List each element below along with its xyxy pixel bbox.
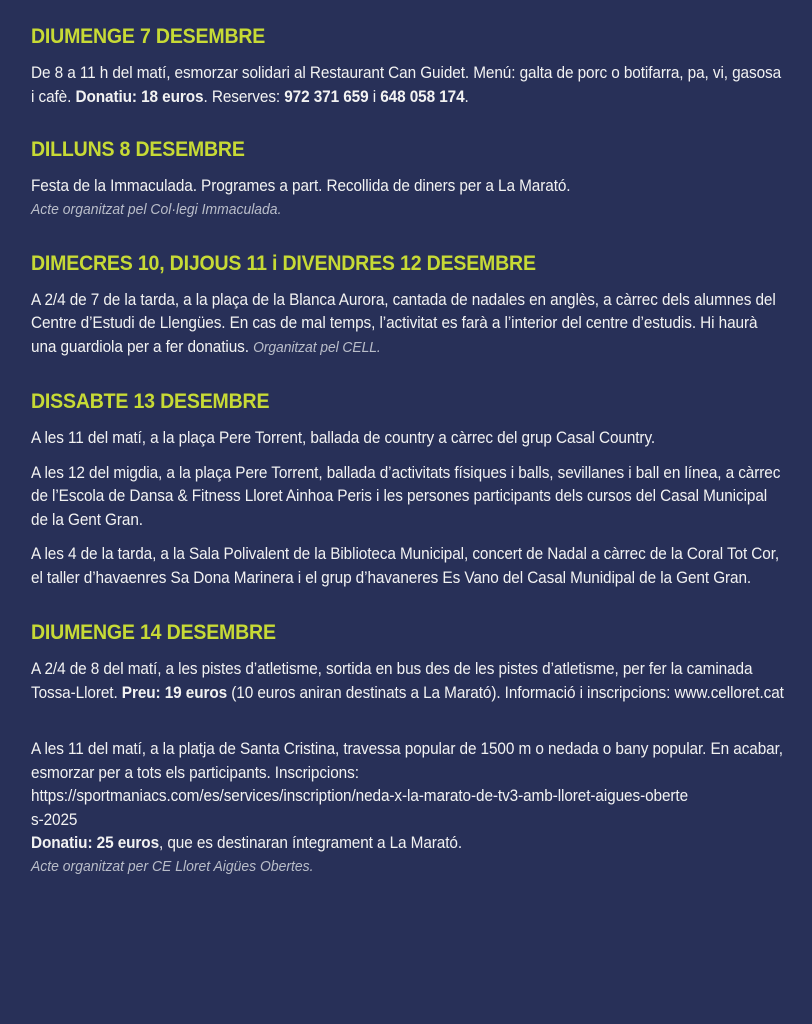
section-heading: DILLUNS 8 DESEMBRE bbox=[31, 138, 245, 161]
section-dissabte-13 bbox=[31, 389, 791, 590]
organizer-note: Organitzat pel CELL. bbox=[253, 338, 381, 356]
event-text: A 2/4 de 7 de la tarda, a la plaça de la Blanca Aurora, cantada de nadales en anglès, a càrrec dels alumnes del Centre d’Estudi de Llengües. En cas de mal temps, l’activitat es farà a l’interior del centre d’estudis. Hi haurà una guardiola per a fer donatius. bbox=[31, 290, 776, 356]
event-paragraph: A les 4 de la tarda, a la Sala Polivalent de la Biblioteca Municipal, concert de Nadal a càrrec de la Coral Tot Cor, el taller d’havaenres Sa Dona Marinera i el grup d’havaneres Es Vano del Casal Munidipal de la Gent Gran. bbox=[31, 545, 780, 587]
section-heading: DIUMENGE 14 DESEMBRE bbox=[31, 621, 276, 644]
section-heading: DIMECRES 10, DIJOUS 11 i DIVENDRES 12 DESEMBRE bbox=[31, 251, 536, 275]
event-paragraph bbox=[31, 738, 784, 856]
donation-amount: Donatiu: 18 euros bbox=[75, 87, 204, 106]
organizer-note: Acte organitzat per CE Lloret Aigües Obertes. bbox=[31, 857, 314, 875]
event-text: , que es destinaran íntegrament a La Marató. bbox=[159, 834, 463, 852]
organizer-note: Acte organitzat pel Col·legi Immaculada. bbox=[31, 200, 282, 218]
event-paragraph: A les 11 del matí, a la plaça Pere Torrent, ballada de country a càrrec del grup Casal Country. bbox=[31, 429, 656, 447]
phone-number: 648 058 174 bbox=[380, 87, 465, 106]
section-dimecres-dijous-divendres bbox=[31, 251, 791, 360]
event-paragraph bbox=[31, 658, 784, 705]
event-text: De 8 a 11 h del matí, esmorzar solidari al Restaurant Can Guidet. Menú: galta de porc o botifarra, pa, vi, gasosa i cafè. bbox=[31, 64, 782, 106]
section-dilluns-8 bbox=[31, 137, 791, 221]
event-text: . bbox=[464, 87, 469, 106]
donation-amount: Donatiu: 25 euros bbox=[31, 834, 160, 852]
event-paragraph bbox=[31, 62, 784, 109]
event-text: A 2/4 de 8 del matí, a les pistes d’atletisme, sortida en bus des de les pistes d’atletisme, per fer la caminada Tossa-Lloret. bbox=[31, 660, 753, 702]
event-text: A les 11 del matí, a la platja de Santa Cristina, travessa popular de 1500 m o nedada o bany popular. En acabar, esmorzar per a tots els participants. Inscripcions: bbox=[31, 740, 783, 782]
section-diumenge-14 bbox=[31, 620, 791, 878]
event-paragraph bbox=[31, 289, 784, 360]
event-text: (10 euros aniran destinats a La Marató). Informació i inscripcions: www.celloret.cat bbox=[227, 683, 784, 702]
inscription-link[interactable]: https://sportmaniacs.com/es/services/inscription/neda-x-la-marato-de-tv3-amb-lloret-aigues-oberte bbox=[31, 787, 689, 805]
section-diumenge-7 bbox=[31, 24, 791, 109]
phone-number: 972 371 659 bbox=[284, 87, 369, 106]
event-paragraph: Festa de la Immaculada. Programes a part. Recollida de diners per a La Marató. bbox=[31, 177, 571, 195]
event-text: . Reserves: bbox=[203, 87, 285, 106]
section-heading: DISSABTE 13 DESEMBRE bbox=[31, 390, 270, 413]
event-paragraph: A les 12 del migdia, a la plaça Pere Torrent, ballada d’activitats físiques i balls, sevillanes i ball en línea, a càrrec de l’Escola de Dansa & Fitness Lloret Ainhoa Peris i les persones participants dels cursos del Casal Municipal de la Gent Gran. bbox=[31, 463, 781, 529]
event-text: i bbox=[368, 87, 381, 106]
event-program bbox=[31, 24, 791, 878]
section-heading: DIUMENGE 7 DESEMBRE bbox=[31, 25, 266, 48]
inscription-link-cont[interactable]: s-2025 bbox=[31, 810, 78, 829]
price-amount: Preu: 19 euros bbox=[121, 683, 228, 702]
